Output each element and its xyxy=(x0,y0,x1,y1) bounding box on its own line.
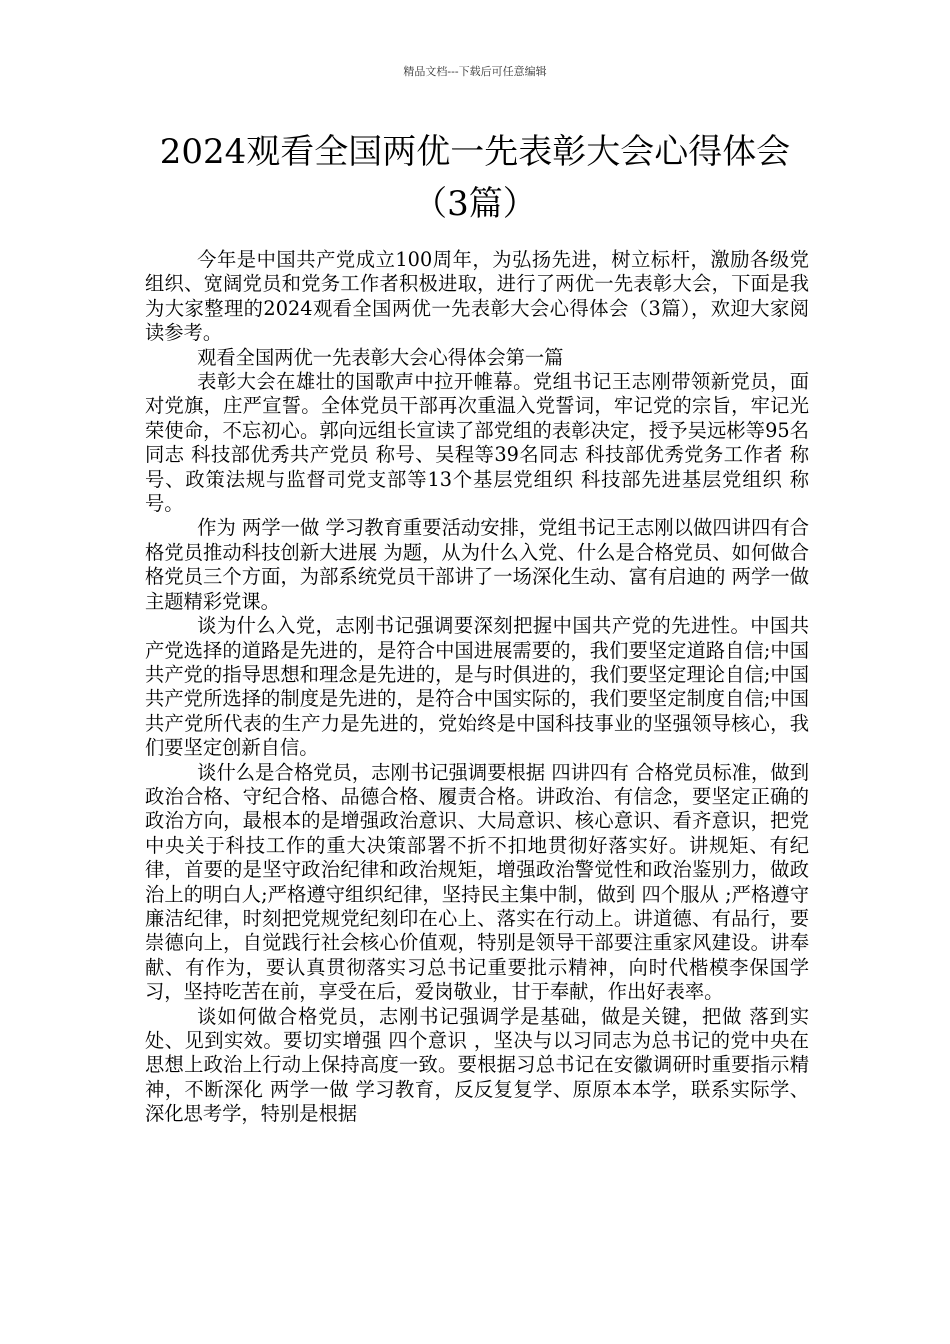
intro-paragraph: 今年是中国共产党成立100周年，为弘扬先进，树立标杆，激励各级党组织、宽阔党员和党务工作者积极进取，进行了两优一先表彰大会，下面是我为大家整理的2024观看全国两优一先表彰大会心得体会（3篇），欢迎大家阅读参考。 xyxy=(145,248,809,345)
document-body xyxy=(145,248,809,1127)
header-watermark: 精品文档---下载后可任意编辑 xyxy=(403,65,547,78)
body-paragraph: 谈什么是合格党员，志刚书记强调要根据 四讲四有 合格党员标准，做到政治合格、守纪合格、品德合格、履责合格。讲政治、有信念，要坚定正确的政治方向，最根本的是增强政治意识、大局意识、核心意识、看齐意识，把党中央关于科技工作的重大决策部署不折不扣地贯彻好落实好。讲规矩、有纪律，首要的是坚守政治纪律和政治规矩，增强政治警觉性和政治鉴别力，做政治上的明白人;严格遵守组织纪律，坚持民主集中制，做到 四个服从 ;严格遵守廉洁纪律，时刻把党规党纪刻印在心上、落实在行动上。讲道德、有品行，要崇德向上，自觉践行社会核心价值观，特别是领导干部要注重家风建设。讲奉献、有作为，要认真贯彻落实习总书记重要批示精神，向时代楷模李保国学习，坚持吃苦在前，享受在后，爱岗敬业，甘于奉献，作出好表率。 xyxy=(145,760,809,1004)
body-paragraph: 表彰大会在雄壮的国歌声中拉开帷幕。党组书记王志刚带领新党员，面对党旗，庄严宣誓。全体党员干部再次重温入党誓词，牢记党的宗旨，牢记光荣使命，不忘初心。郭向远组长宣读了部党组的表彰决定，授予吴远彬等95名同志 科技部优秀共产党员 称号、吴程等39名同志 科技部优秀党务工作者 称号、政策法规与监督司党支部等13个基层党组织 科技部先进基层党组织 称号。 xyxy=(145,370,809,516)
document-title xyxy=(100,126,850,230)
body-paragraph: 作为 两学一做 学习教育重要活动安排，党组书记王志刚以做四讲四有合格党员推动科技创新大进展 为题，从为什么入党、什么是合格党员、如何做合格党员三个方面，为部系统党员干部讲了一场深化生动、富有启迪的 两学一做 主题精彩党课。 xyxy=(145,516,809,613)
body-paragraph: 谈为什么入党，志刚书记强调要深刻把握中国共产党的先进性。中国共产党选择的道路是先进的，是符合中国进展需要的，我们要坚定道路自信;中国共产党的指导思想和理念是先进的，是与时俱进的，我们要坚定理论自信;中国共产党所选择的制度是先进的，是符合中国实际的，我们要坚定制度自信;中国共产党所代表的生产力是先进的，党始终是中国科技事业的坚强领导核心，我们要坚定创新自信。 xyxy=(145,614,809,760)
body-paragraph: 谈如何做合格党员，志刚书记强调学是基础，做是关键，把做 落到实处、见到实效。要切实增强 四个意识 ，坚决与以习同志为总书记的党中央在思想上政治上行动上保持高度一致。要根据习总书记在安徽调研时重要指示精神，不断深化 两学一做 学习教育，反反复复学、原原本本学，联系实际学、深化思考学，特别是根据 xyxy=(145,1004,809,1126)
section-heading: 观看全国两优一先表彰大会心得体会第一篇 xyxy=(197,345,564,369)
title-line-1: 2024观看全国两优一先表彰大会心得体会 xyxy=(159,132,791,172)
title-line-2: （3篇） xyxy=(413,184,537,224)
